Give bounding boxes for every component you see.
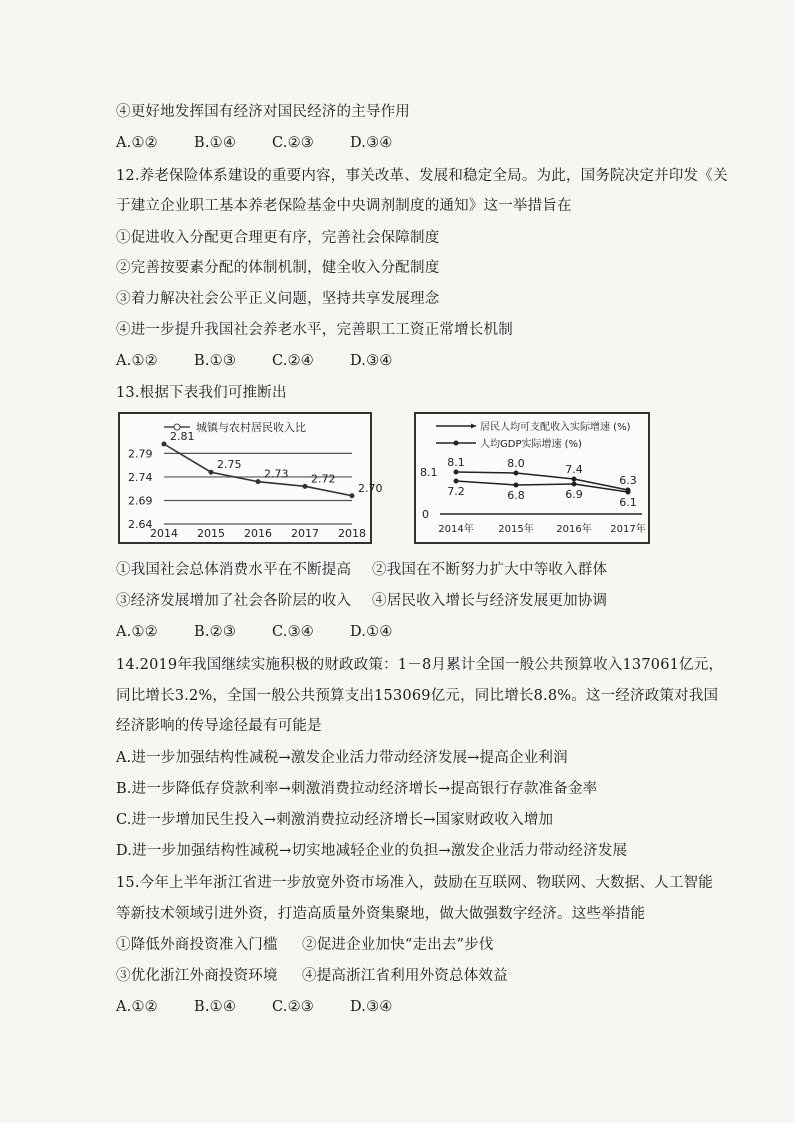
q15-items-row2 (116, 966, 558, 986)
x-tick-label: 2017 (291, 527, 319, 540)
y-tick-label: 2.64 (128, 518, 153, 531)
q15-item-2: ②促进企业加快“走出去”步伐 (302, 937, 494, 953)
data-label: 7.2 (447, 485, 465, 498)
q12-stem-line1: 12.养老保险体系建设的重要内容，事关改革、发展和稳定全局。为此，国务院决定并印发《关 (116, 168, 728, 184)
x-tick-label: 2016 (244, 527, 272, 540)
data-point (209, 470, 214, 475)
option-b[interactable]: B.①③ (194, 353, 237, 369)
q13-stem: 13.根据下表我们可推断出 (116, 385, 287, 401)
x-tick-label: 2014年 (438, 524, 474, 535)
chart2-series-2-line (456, 481, 628, 492)
y-tick-label: 0 (422, 508, 429, 521)
legend (436, 420, 631, 450)
x-tick-label: 2014 (150, 527, 178, 540)
x-tick-label: 2018 (338, 527, 366, 540)
q11-item-4: ④更好地发挥国有经济对国民经济的主导作用 (116, 104, 410, 120)
data-label: 2.75 (217, 458, 242, 472)
y-tick-label: 8.1 (420, 466, 438, 479)
q13-items-row1 (116, 560, 628, 580)
q14-choice-c[interactable]: C.进一步增加民生投入→刺激消费拉动经济增长→国家财政收入增加 (116, 812, 554, 828)
option-a[interactable]: A.①② (116, 999, 158, 1015)
data-point (454, 479, 459, 484)
income-ratio-chart (118, 412, 383, 544)
data-point (350, 493, 355, 498)
q14-choice-b[interactable]: B.进一步降低存贷款利率→刺激消费拉动经济增长→提高银行存款准备金率 (116, 781, 598, 797)
x-tick-label: 2016年 (556, 524, 592, 535)
growth-rate-svg (416, 414, 648, 542)
data-label: 2.72 (311, 472, 336, 486)
x-tick-label: 2015年 (498, 524, 534, 535)
legend-series-2: 人均GDP实际增速 (%) (480, 439, 582, 450)
y-tick-label: 2.79 (128, 447, 153, 461)
q13-item-3: ③经济发展增加了社会各阶层的收入 (116, 593, 352, 609)
data-point (256, 479, 261, 484)
option-d[interactable]: D.③④ (350, 353, 393, 369)
q15-item-3: ③优化浙江外商投资环境 (116, 968, 278, 984)
option-c[interactable]: C.②③ (272, 135, 314, 151)
legend-series-1: 居民人均可支配收入实际增速 (%) (480, 422, 631, 433)
q15-item-4: ④提高浙江省利用外资总体效益 (302, 968, 508, 984)
option-a[interactable]: A.①② (116, 135, 158, 151)
q13-item-2: ②我国在不断努力扩大中等收入群体 (372, 562, 608, 578)
data-point (303, 484, 308, 489)
data-point (454, 470, 459, 475)
chart1-title: 城镇与农村居民收入比 (196, 421, 306, 434)
data-point (572, 477, 577, 482)
option-a[interactable]: A.①② (116, 624, 158, 640)
q15-stem-line2: 等新技术领域引进外资，打造高质量外资集聚地，做大做强数字经济。这些举措能 (116, 906, 646, 922)
q11-options (116, 133, 428, 153)
x-tick-label: 2015 (197, 527, 225, 540)
option-d[interactable]: D.①④ (350, 624, 393, 640)
q12-item-3: ③着力解决社会公平正义问题，坚持共享发展理念 (116, 291, 440, 307)
data-label: 6.1 (619, 496, 637, 509)
chart1-series-line (164, 444, 352, 496)
q13-item-4: ④居民收入增长与经济发展更加协调 (372, 593, 608, 609)
q14-stem-line3: 经济影响的传导途径最有可能是 (116, 718, 322, 734)
x-tick-label: 2017年 (610, 524, 646, 535)
legend-arrow-1-icon (471, 424, 476, 429)
data-label: 2.73 (264, 467, 289, 481)
q14-stem-line1: 14.2019年我国继续实施积极的财政政策：1－8月累计全国一般公共预算收入137061亿元， (116, 657, 724, 673)
data-point (514, 471, 519, 476)
y-tick-label: 2.74 (128, 470, 153, 484)
q12-stem-line2: 于建立企业职工基本养老保险基金中央调剂制度的通知》这一举措旨在 (116, 198, 572, 214)
data-label: 6.9 (565, 488, 583, 501)
data-point (626, 490, 631, 495)
data-label: 8.0 (507, 457, 525, 470)
option-d[interactable]: D.③④ (350, 999, 393, 1015)
q12-item-1: ①促进收入分配更合理更有序，完善社会保障制度 (116, 230, 440, 246)
q15-options (116, 997, 428, 1017)
option-d[interactable]: D.③④ (350, 135, 393, 151)
q13-items-row2 (116, 591, 628, 611)
chart2-series-1-line (456, 472, 628, 490)
y-tick-label: 2.69 (128, 494, 153, 508)
q12-item-4: ④进一步提升我国社会养老水平，完善职工工资正常增长机制 (116, 322, 513, 338)
option-a[interactable]: A.①② (116, 353, 158, 369)
data-label: 6.3 (619, 474, 637, 487)
q13-item-1: ①我国社会总体消费水平在不断提高 (116, 562, 352, 578)
data-label: 2.81 (170, 430, 195, 443)
option-c[interactable]: C.③④ (272, 624, 314, 640)
q12-options (116, 351, 428, 371)
legend-marker-2-icon (454, 441, 459, 446)
income-ratio-svg (120, 414, 383, 542)
q15-items-row1 (116, 935, 558, 955)
q14-choice-a[interactable]: A.进一步加强结构性减税→激发企业活力带动经济发展→提高企业利润 (116, 750, 568, 766)
q14-choice-d[interactable]: D.进一步加强结构性减税→切实地减轻企业的负担→激发企业活力带动经济发展 (116, 843, 628, 859)
option-b[interactable]: B.②③ (194, 624, 237, 640)
q13-options (116, 622, 428, 642)
option-b[interactable]: B.①④ (194, 135, 237, 151)
data-label: 6.8 (507, 489, 525, 502)
growth-rate-chart (414, 412, 650, 544)
option-c[interactable]: C.②③ (272, 999, 314, 1015)
data-label: 2.70 (358, 481, 383, 495)
data-point (162, 442, 167, 447)
data-point (572, 482, 577, 487)
option-b[interactable]: B.①④ (194, 999, 237, 1015)
data-label: 7.4 (565, 463, 583, 476)
option-c[interactable]: C.②④ (272, 353, 314, 369)
q14-stem-line2: 同比增长3.2%，全国一般公共预算支出153069亿元，同比增长8.8%。这一经济政策对我国 (116, 688, 719, 704)
q12-item-2: ②完善按要素分配的体制机制，健全收入分配制度 (116, 260, 440, 276)
data-label: 8.1 (447, 456, 465, 469)
q15-stem-line1: 15.今年上半年浙江省进一步放宽外资市场准入，鼓励在互联网、物联网、大数据、人工智能 (116, 875, 713, 891)
q15-item-1: ①降低外商投资准入门槛 (116, 937, 278, 953)
data-point (514, 483, 519, 488)
